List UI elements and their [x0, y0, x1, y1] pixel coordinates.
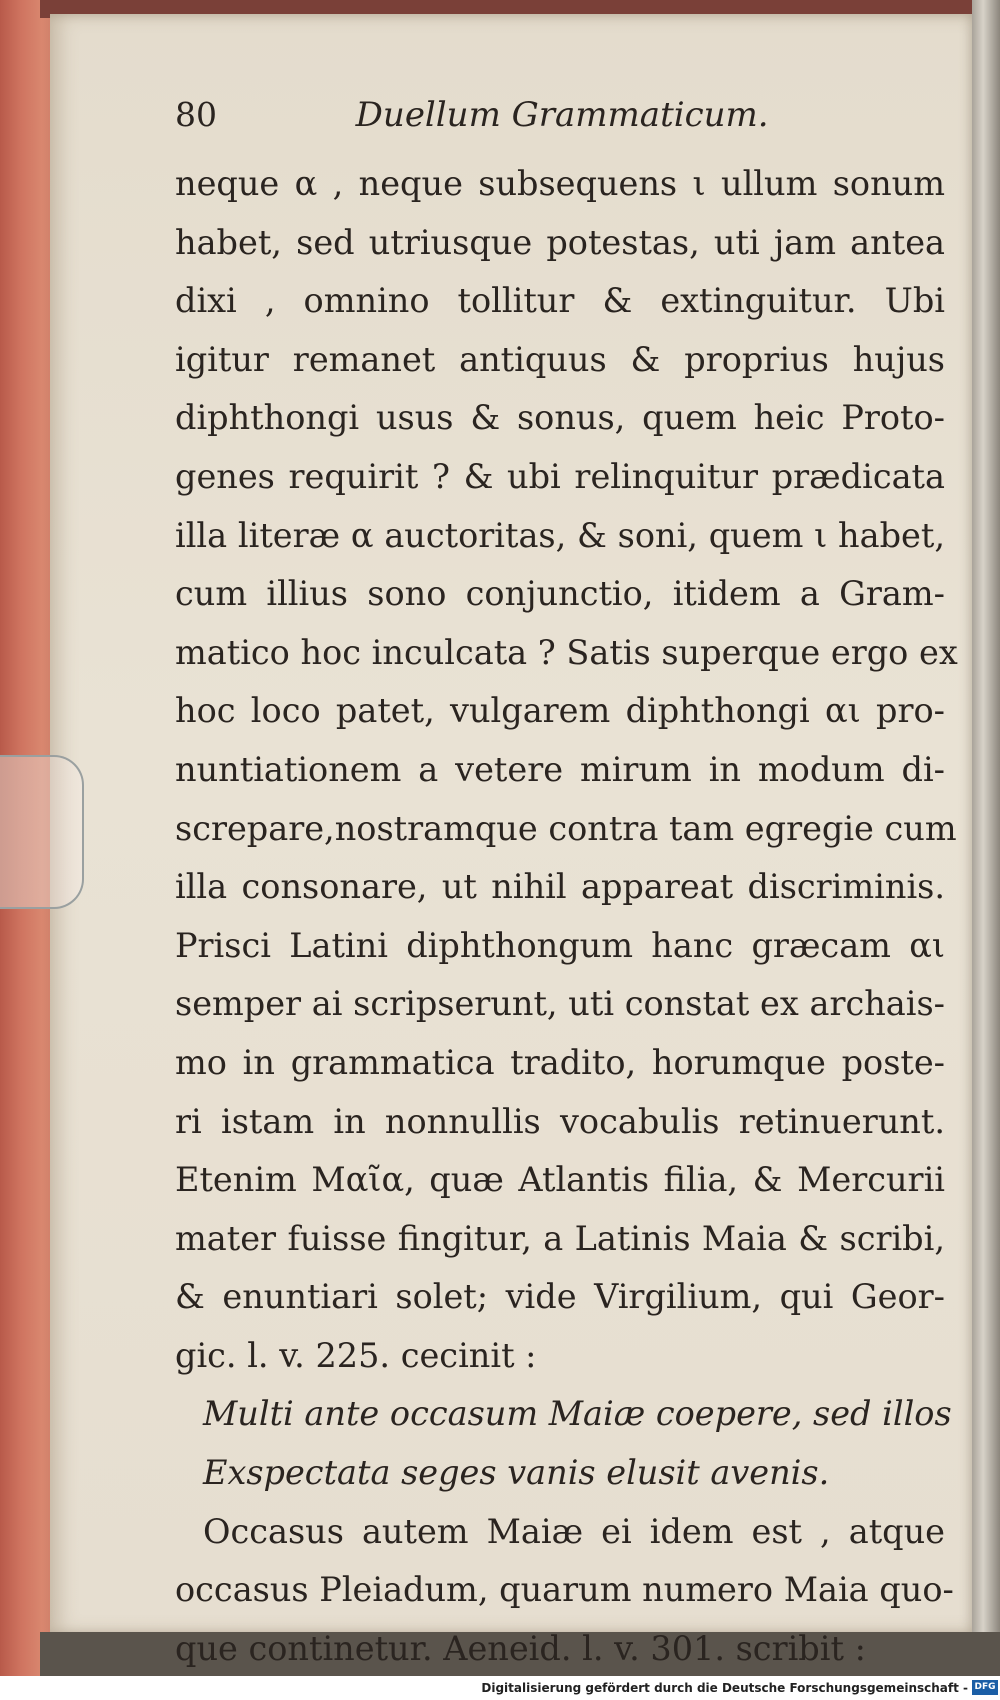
dfg-logo: DFG [972, 1680, 998, 1695]
text-line: dixi , omnino tollitur & extinguitur. Ubi [175, 281, 945, 321]
text-line: genes requirit ? & ubi relinquitur prædicata [175, 456, 945, 496]
page-clip-holder [0, 755, 84, 909]
text-line: Prisci Latini diphthongum hanc græcam αι [175, 925, 945, 965]
page-header [175, 95, 945, 155]
text-line: que continetur. Aeneid. l. v. 301. scribit : [175, 1628, 866, 1668]
page-number: 80 [175, 95, 217, 134]
text-line: matico hoc inculcata ? Satis superque ergo ex [175, 632, 958, 672]
text-line: illa literæ α auctoritas, & soni, quem ι habet, [175, 515, 945, 555]
text-line: diphthongi usus & sonus, quem heic Proto- [175, 398, 945, 438]
text-line: Occasus autem Maiæ ei idem est , atque [203, 1511, 945, 1551]
running-title: Duellum Grammaticum. [355, 95, 769, 135]
text-line: hoc loco patet, vulgarem diphthongi αι pro- [175, 691, 945, 731]
text-line: nuntiationem a vetere mirum in modum di- [175, 749, 945, 789]
book-edge-right [972, 0, 1000, 1676]
text-line: screpare,nostramque contra tam egregie cum [175, 808, 957, 848]
text-line: ri istam in nonnullis vocabulis retinuerunt. [175, 1101, 945, 1141]
text-line: cum illius sono conjunctio, itidem a Gram- [175, 574, 945, 614]
text-line: illa consonare, ut nihil appareat discriminis. [175, 867, 945, 907]
page-text [175, 95, 958, 1676]
digitization-footer [0, 1676, 1000, 1700]
text-line: igitur remanet antiquus & proprius hujus [175, 339, 945, 379]
text-line: mo in grammatica tradito, horumque poste- [175, 1042, 945, 1082]
text-line: mater fuisse fingitur, a Latinis Maia & scribi, [175, 1218, 945, 1258]
text-line: semper ai scripserunt, uti constat ex archais- [175, 984, 945, 1024]
funding-credit: Digitalisierung gefördert durch die Deutsche Forschungsgemeinschaft - [481, 1681, 968, 1695]
text-line: occasus Pleiadum, quarum numero Maia quo- [175, 1570, 954, 1610]
verse-line: Exspectata seges vanis elusit avenis. [203, 1453, 830, 1493]
text-line: neque α , neque subsequens ι ullum sonum [175, 164, 945, 203]
text-line: Etenim Μαῖα, quæ Atlantis filia, & Mercurii [175, 1160, 945, 1200]
verse-line: Multi ante occasum Maiæ coepere, sed illos [203, 1394, 952, 1434]
text-line: & enuntiari solet; vide Virgilium, qui Geor- [175, 1277, 945, 1317]
text-line: gic. l. v. 225. cecinit : [175, 1335, 537, 1375]
text-line: habet, sed utriusque potestas, uti jam antea [175, 222, 945, 262]
